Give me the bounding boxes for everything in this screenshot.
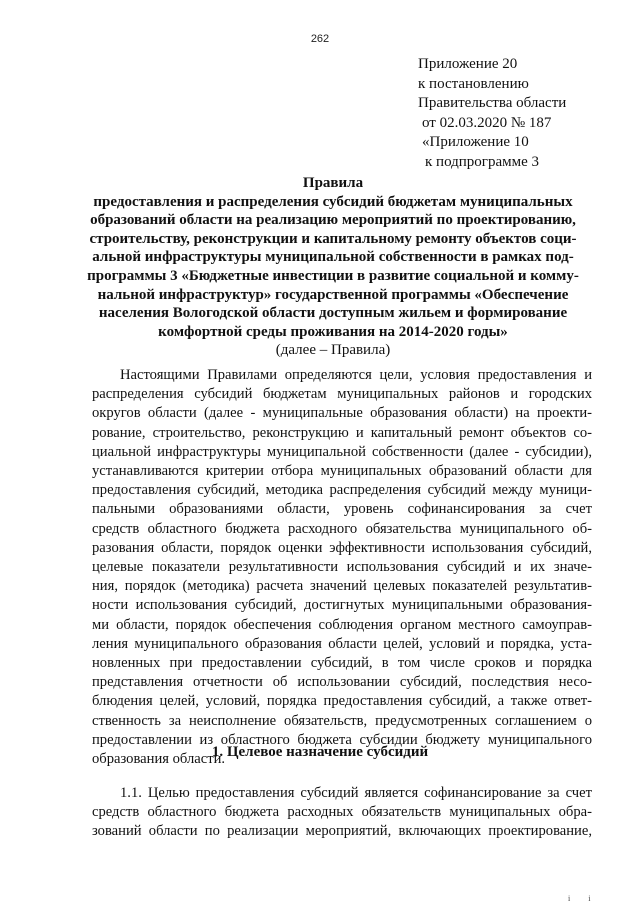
page-number: 262 xyxy=(310,33,330,45)
intro-paragraph xyxy=(92,366,592,769)
section-heading: 1. Целевое назначение субсидий xyxy=(211,744,429,760)
paragraph-line: ления муниципального образования области целей, условий и порядка, уста- xyxy=(92,635,592,652)
appendix-line: к подпрограмме 3 xyxy=(425,153,539,170)
title-abbreviation: (далее – Правила) xyxy=(275,342,391,359)
title-line: строительству, реконструкции и капитальному ремонту объектов соци- xyxy=(89,230,577,247)
appendix-line: Приложение 20 xyxy=(418,56,518,72)
paragraph-line: пальными образованиями области, уровень софинансирования за счет xyxy=(92,501,592,518)
title-line: образований области на реализацию мероприятий по проектированию, xyxy=(90,212,576,229)
appendix-line: «Приложение 10 xyxy=(422,134,529,151)
appendix-line: Правительства области xyxy=(418,95,567,112)
title-main: Правила xyxy=(302,175,364,191)
paragraph-line: зований области по реализации мероприятий, включающих проектирование, xyxy=(92,823,592,840)
paragraph-line: Настоящими Правилами определяются цели, условия предоставления и xyxy=(120,367,592,383)
paragraph-line: предоставления субсидий, методика распределения субсидий между муници- xyxy=(92,482,592,499)
paragraph-line: рование, строительство, реконструкцию и капитальный ремонт объектов со- xyxy=(92,424,592,441)
paragraph-line: округов области (далее - муниципальные образования области) на проекти- xyxy=(92,405,592,422)
paragraph-line: предоставлении из областного бюджета субсидии бюджету муниципального xyxy=(92,731,592,748)
paragraph-line: средств областного бюджета расходного обязательства муниципального об- xyxy=(92,520,592,537)
paragraph-line: представления отчетности об использовании субсидий, последствия несо- xyxy=(92,674,592,691)
paragraph-line: новленных при предоставлении субсидий, в том числе сроков и порядка xyxy=(92,655,592,672)
paragraph-line: блюдения целей, условий, порядка предоставления субсидий, а также ответ- xyxy=(92,693,592,710)
title-line: альной инфраструктуры муниципальной собственности в рамках под- xyxy=(92,249,574,266)
appendix-line: от 02.03.2020 № 187 xyxy=(422,114,552,131)
appendix-line: к постановлению xyxy=(418,75,529,92)
paragraph-line: ственность за неисполнение обязательств, предусмотренных соглашением о xyxy=(92,712,592,729)
paragraph-line: разования области, порядок оценки эффективности использования субсидий, xyxy=(92,539,592,556)
footer-marks: i i xyxy=(568,894,599,903)
paragraph-line: целевые показатели результативности использования субсидий и их значе- xyxy=(92,559,592,576)
title-line: программы 3 «Бюджетные инвестиции в развитие социальной и комму- xyxy=(87,267,579,284)
paragraph-line: средств областного бюджета расходных обязательств муниципальных обра- xyxy=(92,804,592,821)
title-line: комфортной среды проживания на 2014-2020 годы» xyxy=(158,323,508,340)
paragraph-line: ности использования субсидий, достигнутых муниципальными образования- xyxy=(92,597,592,614)
document-title xyxy=(78,174,588,360)
paragraph-line: устанавливаются критерии отбора муниципальных образований области для xyxy=(92,463,592,480)
section-paragraph xyxy=(92,784,592,842)
title-line: предоставления и распределения субсидий бюджетам муниципальных xyxy=(93,193,573,210)
paragraph-line: распределения субсидий бюджетам муниципальных районов и городских xyxy=(92,386,592,403)
paragraph-line: образования области. xyxy=(92,751,226,768)
title-line: населения Вологодской области доступным жильем и формирование xyxy=(98,305,568,322)
appendix-reference xyxy=(418,55,628,173)
paragraph-line: ния, порядок (методика) расчета значений целевых показателей результатив- xyxy=(92,578,592,595)
title-line: нальной инфраструктур» государственной программы «Обеспечение xyxy=(97,286,569,303)
paragraph-line: ми области, порядок обеспечения соблюдения органом местного самоуправ- xyxy=(92,616,592,633)
paragraph-line: 1.1. Целью предоставления субсидий является софинансирование за счет xyxy=(120,785,592,801)
paragraph-line: циальной инфраструктуры муниципальной собственности (далее - субсидии), xyxy=(92,443,592,460)
